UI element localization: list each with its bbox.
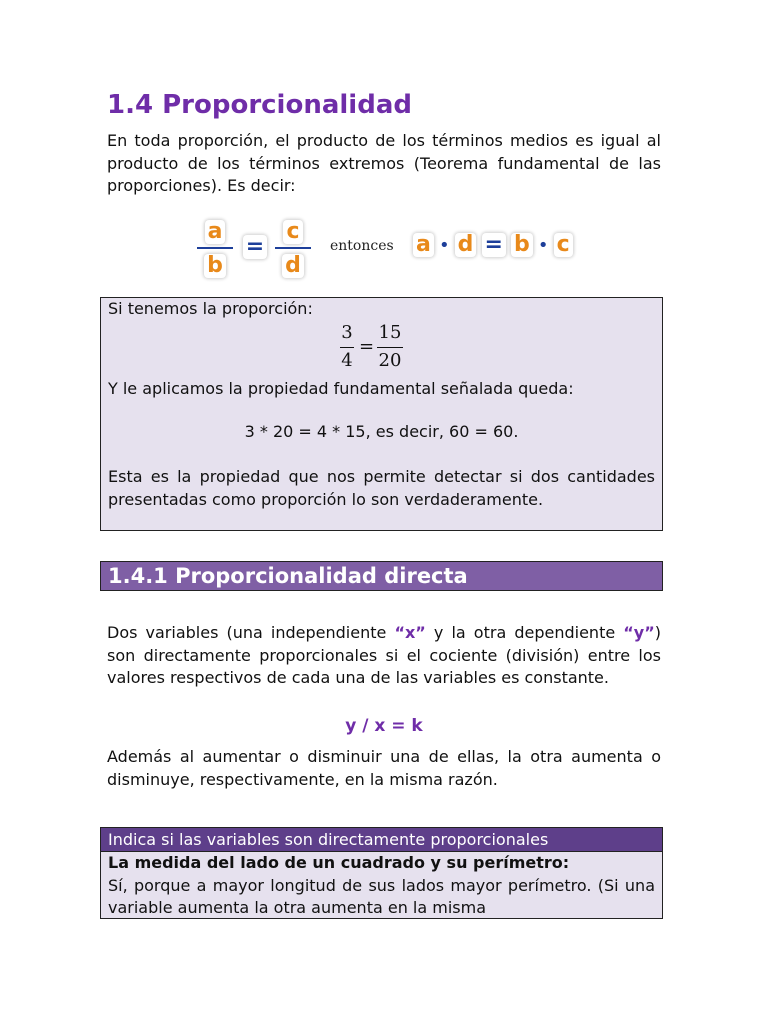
section-header: [100, 561, 663, 591]
tile-b: b: [204, 254, 226, 278]
fraction-numerator: 3: [341, 322, 353, 343]
ratio-formula: y / x = k: [345, 716, 423, 736]
definition-text: ) son directamente proporcionales si el cociente (división) entre los valores respectivos de cada una de las variables es constante.: [107, 623, 661, 687]
fraction-numerator: 15: [378, 322, 402, 343]
entonces-label: entonces: [330, 238, 394, 254]
multiply-dot: •: [537, 235, 549, 256]
fundamental-theorem-formula: [195, 218, 575, 280]
example-line4: Esta es la propiedad que nos permite detectar si dos cantidades presentadas como proporción lo son verdaderamente.: [108, 467, 655, 509]
fraction-bar: [340, 347, 354, 348]
example-line2: Y le aplicamos la propiedad fundamental señalada queda:: [108, 379, 574, 398]
tile-d: d: [455, 233, 477, 257]
tile-b: b: [511, 233, 533, 257]
tile-d: d: [282, 254, 304, 278]
fraction-denominator: 20: [378, 350, 402, 371]
exercise-box: [100, 827, 663, 919]
intro-paragraph: En toda proporción, el producto de los términos medios es igual al producto de los términos extremos (Teorema fundamental de las proporciones). Es decir:: [107, 131, 661, 195]
example-box: [100, 297, 663, 531]
tile-equals: =: [482, 233, 506, 257]
definition-text: y la otra dependiente: [425, 623, 624, 642]
fraction-bar: [275, 247, 311, 249]
page-title: 1.4 Proporcionalidad: [107, 90, 412, 120]
definition-text: Dos variables (una independiente: [107, 623, 395, 642]
section-title: 1.4.1 Proporcionalidad directa: [108, 564, 468, 588]
example-line1: Si tenemos la proporción:: [108, 299, 313, 318]
variable-y: “y”: [623, 623, 655, 642]
second-paragraph: Además al aumentar o disminuir una de ellas, la otra aumenta o disminuye, respectivamente, en la misma razón.: [107, 747, 661, 789]
exercise-question: La medida del lado de un cuadrado y su perímetro:: [108, 853, 570, 872]
multiply-dot: •: [438, 235, 450, 256]
tile-a: a: [413, 233, 434, 257]
direct-proportion-definition: [107, 622, 661, 690]
product-equation: [413, 233, 573, 257]
exercise-header: Indica si las variables son directamente proporcionales: [101, 828, 662, 852]
tile-a: a: [205, 220, 226, 244]
example-line3: 3 * 20 = 4 * 15, es decir, 60 = 60.: [244, 422, 519, 441]
tile-equals: =: [243, 235, 267, 259]
fraction-bar: [197, 247, 233, 249]
exercise-answer: Sí, porque a mayor longitud de sus lados mayor perímetro. (Si una variable aumenta la otra aumenta en la misma: [108, 875, 655, 917]
tile-c: c: [283, 220, 302, 244]
tile-c: c: [554, 233, 573, 257]
example-fraction: [339, 322, 419, 374]
variable-x: “x”: [394, 623, 426, 642]
fraction-bar: [377, 347, 403, 348]
fraction-equals: =: [359, 336, 375, 357]
fraction-denominator: 4: [341, 350, 353, 371]
